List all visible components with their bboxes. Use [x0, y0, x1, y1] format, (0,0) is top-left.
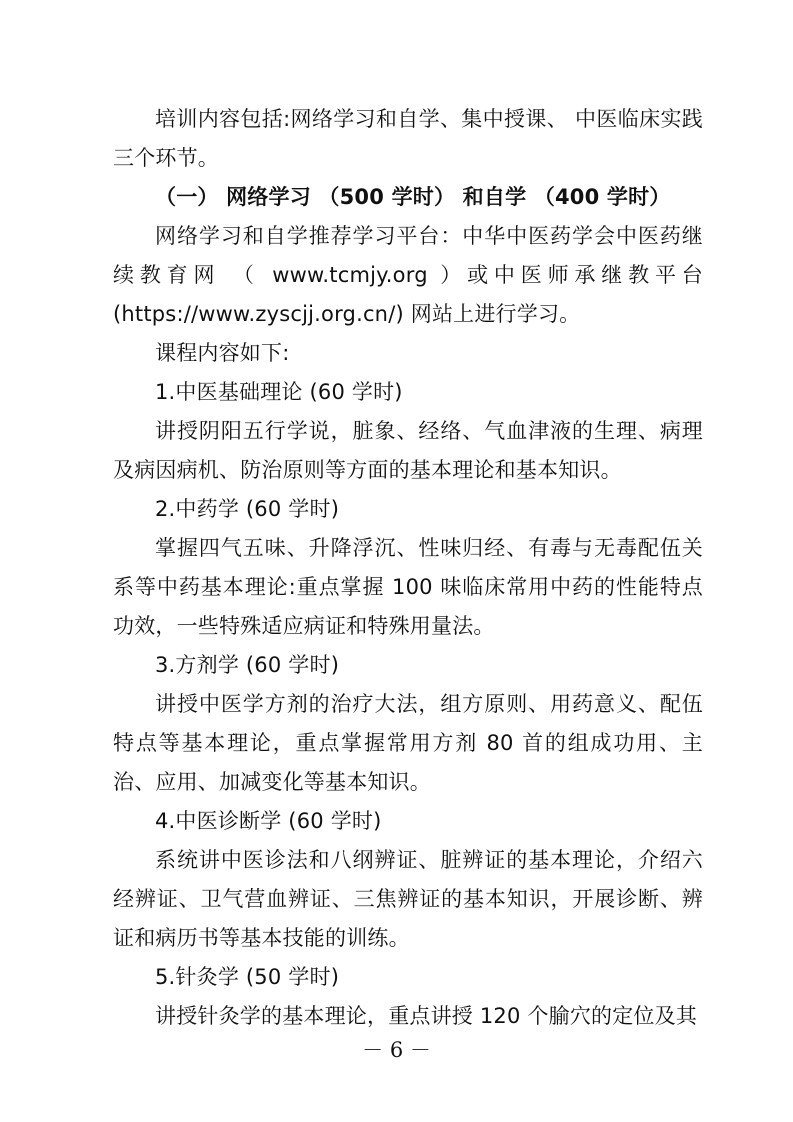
section-heading: （一） 网络学习 （500 学时） 和自学 （400 学时） [155, 185, 671, 209]
course-desc-2: 掌握四气五味、升降浮沉、性味归经、有毒与无毒配伍关系等中药基本理论:重点掌握 100 味临床常用中药的性能特点功效，一些特殊适应病证和特殊用量法。 [113, 536, 703, 638]
paragraph-course-intro: 课程内容如下: [155, 341, 290, 365]
course-desc-4: 系统讲中医诊法和八纲辨证、脏辨证的基本理论，介绍六经辨证、卫气营血辨证、三焦辨证的基本知识，开展诊断、辨证和病历书等基本技能的训练。 [113, 848, 703, 950]
course-desc-5: 讲授针灸学的基本理论，重点讲授 120 个腧穴的定位及其 [155, 1004, 698, 1028]
course-title-5: 5.针灸学 (50 学时) [155, 965, 340, 989]
course-desc-3: 讲授中医学方剂的治疗大法，组方原则、用药意义、配伍特点等基本理论，重点掌握常用方剂 80 首的组成功用、主治、应用、加减变化等基本知识。 [113, 692, 703, 794]
course-title-1: 1.中医基础理论 (60 学时) [155, 380, 403, 404]
paragraph-intro: 培训内容包括:网络学习和自学、集中授课、 中医临床实践三个环节。 [113, 107, 703, 170]
page-number: － 6 － [362, 1038, 431, 1062]
course-title-4: 4.中医诊断学 (60 学时) [155, 809, 382, 833]
course-title-2: 2.中药学 (60 学时) [155, 497, 340, 521]
paragraph-platform-url: (https://www.zyscjj.org.cn/) 网站上进行学习。 [113, 302, 581, 326]
course-desc-1: 讲授阴阳五行学说，脏象、经络、气血津液的生理、病理及病因病机、防治原则等方面的基本理论和基本知识。 [113, 419, 703, 482]
body-text [113, 100, 703, 1036]
paragraph-platform: 网络学习和自学推荐学习平台：中华中医药学会中医药继续教育网 （ www.tcmjy.org ）或中医师承继教平台 [113, 224, 703, 287]
course-title-3: 3.方剂学 (60 学时) [155, 653, 340, 677]
